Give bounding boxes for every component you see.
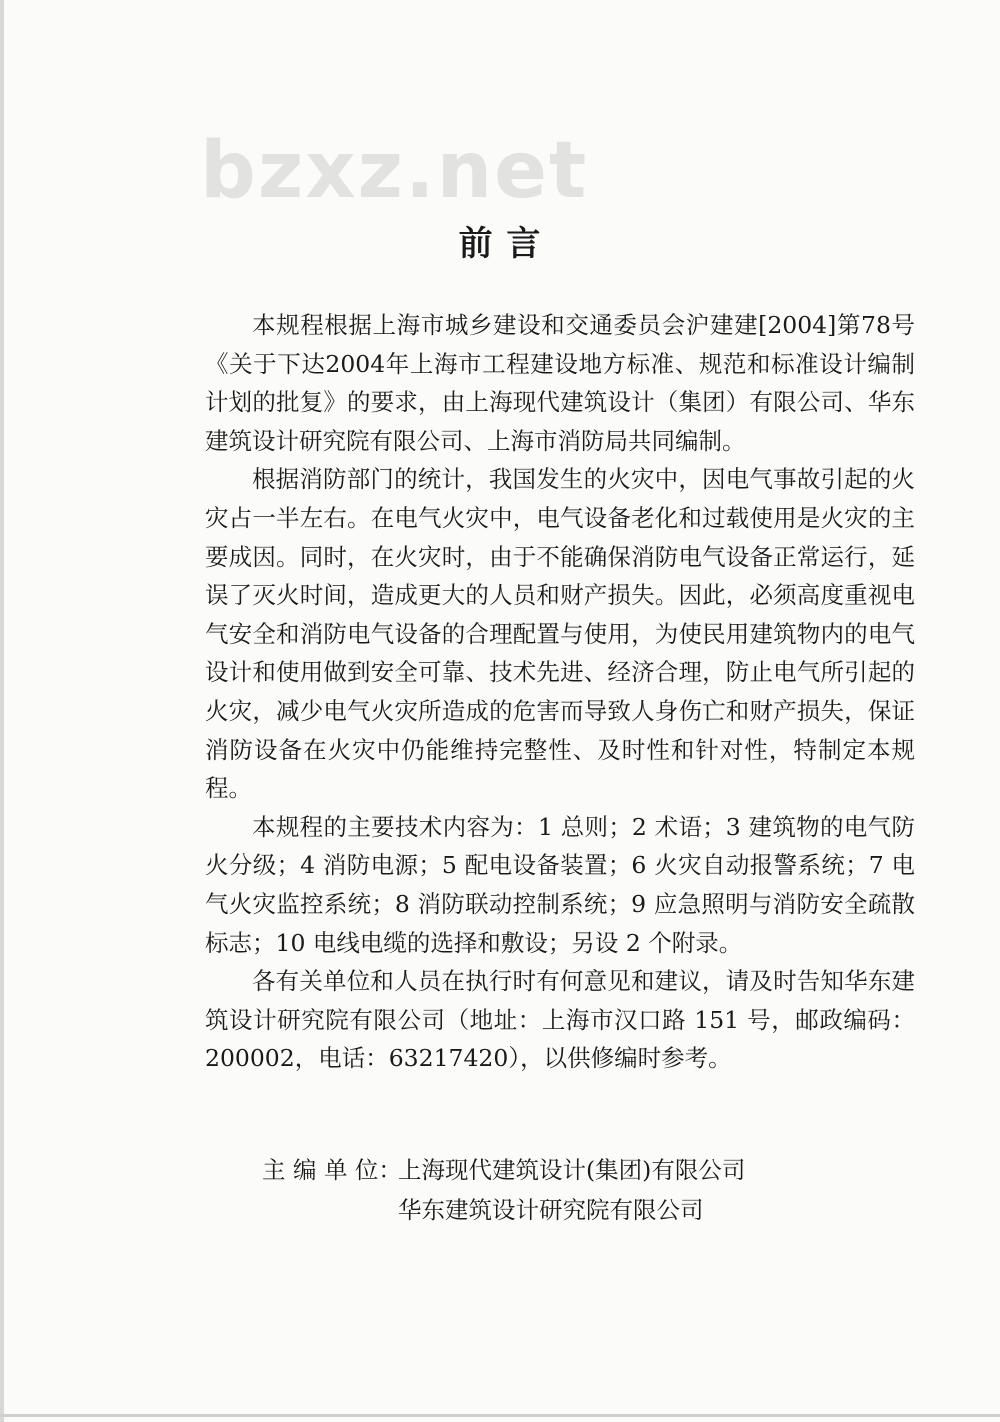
editor-org-2: 华东建筑设计研究院有限公司 (398, 1196, 704, 1224)
watermark: bzxz.net (200, 126, 589, 216)
editor-org-1: 上海现代建筑设计(集团)有限公司 (398, 1156, 746, 1184)
paragraph-4: 各有关单位和人员在执行时有何意见和建议，请及时告知华东建筑设计研究院有限公司（地址：上海市汉口路 151 号，邮政编码：200002，电话：63217420），以供修编时参考。 (205, 967, 915, 1073)
paragraph-3: 本规程的主要技术内容为：1 总则；2 术语；3 建筑物的电气防火分级；4 消防电源；5 配电设备装置；6 火灾自动报警系统；7 电气火灾监控系统；8 消防联动控制系统；9 应急照明与消防安全疏散标志；10 电线电缆的选择和敷设；另设 2 个附录。 (205, 812, 915, 957)
editor-row-1 (262, 1150, 745, 1190)
editor-row-2 (262, 1190, 745, 1230)
paragraph-2: 根据消防部门的统计，我国发生的火灾中，因电气事故引起的火灾占一半左右。在电气火灾中，电气设备老化和过载使用是火灾的主要成因。同时，在火灾时，由于不能确保消防电气设备正常运行，延误了灭火时间，造成更大的人员和财产损失。因此，必须高度重视电气安全和消防电气设备的合理配置与使用，为使民用建筑物内的电气设计和使用做到安全可靠、技术先进、经济合理，防止电气所引起的火灾，减少电气火灾所造成的危害而导致人身伤亡和财产损失，保证消防设备在火灾中仍能维持完整性、及时性和针对性，特制定本规程。 (205, 465, 915, 803)
page-left-edge (0, 0, 4, 1422)
page-title: 前 言 (458, 224, 542, 264)
paragraph-1: 本规程根据上海市城乡建设和交通委员会沪建建[2004]第78号《关于下达2004年上海市工程建设地方标准、规范和标准设计编制计划的批复》的要求，由上海现代建筑设计（集团）有限公司、华东建筑设计研究院有限公司、上海市消防局共同编制。 (205, 311, 915, 455)
foreword-body (205, 306, 915, 1078)
editors-label: 主 编 单 位： (262, 1156, 402, 1184)
page-bottom-line (0, 1414, 1000, 1417)
chief-editors (262, 1150, 745, 1230)
